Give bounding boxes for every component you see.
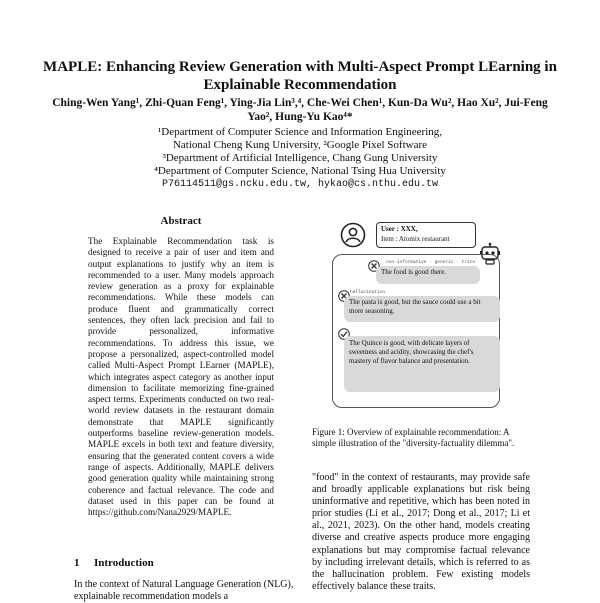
section-heading-introduction <box>74 557 154 569</box>
response-bubble-3 <box>344 336 500 392</box>
query-box <box>376 222 476 248</box>
intro-paragraph: In the context of Natural Language Generation (NLG), explainable recommendation models a <box>74 579 294 602</box>
abstract-text: The Explainable Recommendation task is designed to receive a pair of user and item and output explanations to justify why an item is recommended to a user. Many models approach review generation as a proxy for explainable recommendations. While these models can produce fluent and grammatically correct sentences, they often lack precision and fail to provide personalized, informative recommendations. To address this issue, we propose a personalized, aspect-controlled model called Multi-Aspect Prompt LEarner (MAPLE), which integrates aspect category as another input dimension to facilitate memorizing fine-grained aspect terms. Experiments conducted on two real-world review datasets in the restaurant domain demonstrate that MAPLE significantly outperforms baseline review-generation models. MAPLE excels in both text and feature diversity, ensuring that the generated content covers a wide range of aspects. Additionally, MAPLE delivers good generation quality while maintaining strong coherence and factual relevance. The code and dataset used in this paper can be found at https://github.com/Nana2929/MAPLE. <box>88 236 274 518</box>
bubble-3-text: The Quince is good, with delicate layers of sweetness and acidity, showcasing the chef's mastery of flavor balance and presentation. <box>349 339 474 365</box>
abstract-body <box>88 236 274 518</box>
user-label: User : XXX, <box>381 225 418 233</box>
abstract-heading: Abstract <box>160 215 202 227</box>
affiliation-line: ³Department of Artificial Intelligence, Chang Gung University <box>162 152 438 164</box>
bubble-2-tag: hallucination <box>350 290 386 295</box>
right-column-paragraph: "food" in the context of restaurants, may provide safe and broadly applicable explanations but risk being uninformative and repetitive, which has been noted in prior studies (Li et al., 2017; Dong et al., 2017; Li et al., 2021, 2023). On the other hand, models creating diverse and creative aspects produce more engaging explanations but may compromise factual relevance by including irrelevant details, which is referred to as the hallucination problem. Few existing models effectively balance these traits. <box>312 472 530 592</box>
affiliation-line: National Cheng Kung University, ²Google Pixel Software <box>172 139 427 151</box>
author-list: Ching-Wen Yang¹, Zhi-Quan Feng¹, Ying-Jia Lin³,⁴, Che-Wei Chen¹, Kun-Da Wu², Hao Xu², Jui-Feng Yao², Hung-Yu Kao⁴* <box>52 97 548 123</box>
figure-1 <box>330 220 510 410</box>
bubble-1-text: The food is good there. <box>381 268 447 276</box>
section-title: Introduction <box>94 557 154 569</box>
bubble-2-text: The pasta is good, but the sauce could use a bit more seasoning. <box>349 298 481 315</box>
right-column-body <box>312 472 530 593</box>
item-label: Item : Atomix restaurant <box>381 235 450 243</box>
figure-caption: Figure 1: Overview of explainable recommendation: A simple illustration of the "diversity-factuality dilemma". <box>312 427 515 448</box>
affiliation-line: ¹Department of Computer Science and Information Engineering, <box>157 126 442 138</box>
affiliation-line: ⁴Department of Computer Science, National Tsing Hua University <box>154 165 446 177</box>
bubble-1-tag: non-informative · generic · trite <box>386 260 476 265</box>
section-number: 1 <box>74 557 80 569</box>
author-emails: P76114511@gs.ncku.edu.tw, hykao@cs.nthu.edu.tw <box>161 179 439 190</box>
affiliations <box>40 126 560 178</box>
paper-title: MAPLE: Enhancing Review Generation with Multi-Aspect Prompt LEarning in Explainable Recommendation <box>43 59 557 93</box>
user-icon <box>340 222 366 248</box>
response-bubble-1 <box>376 266 480 284</box>
response-bubble-2 <box>344 296 500 322</box>
